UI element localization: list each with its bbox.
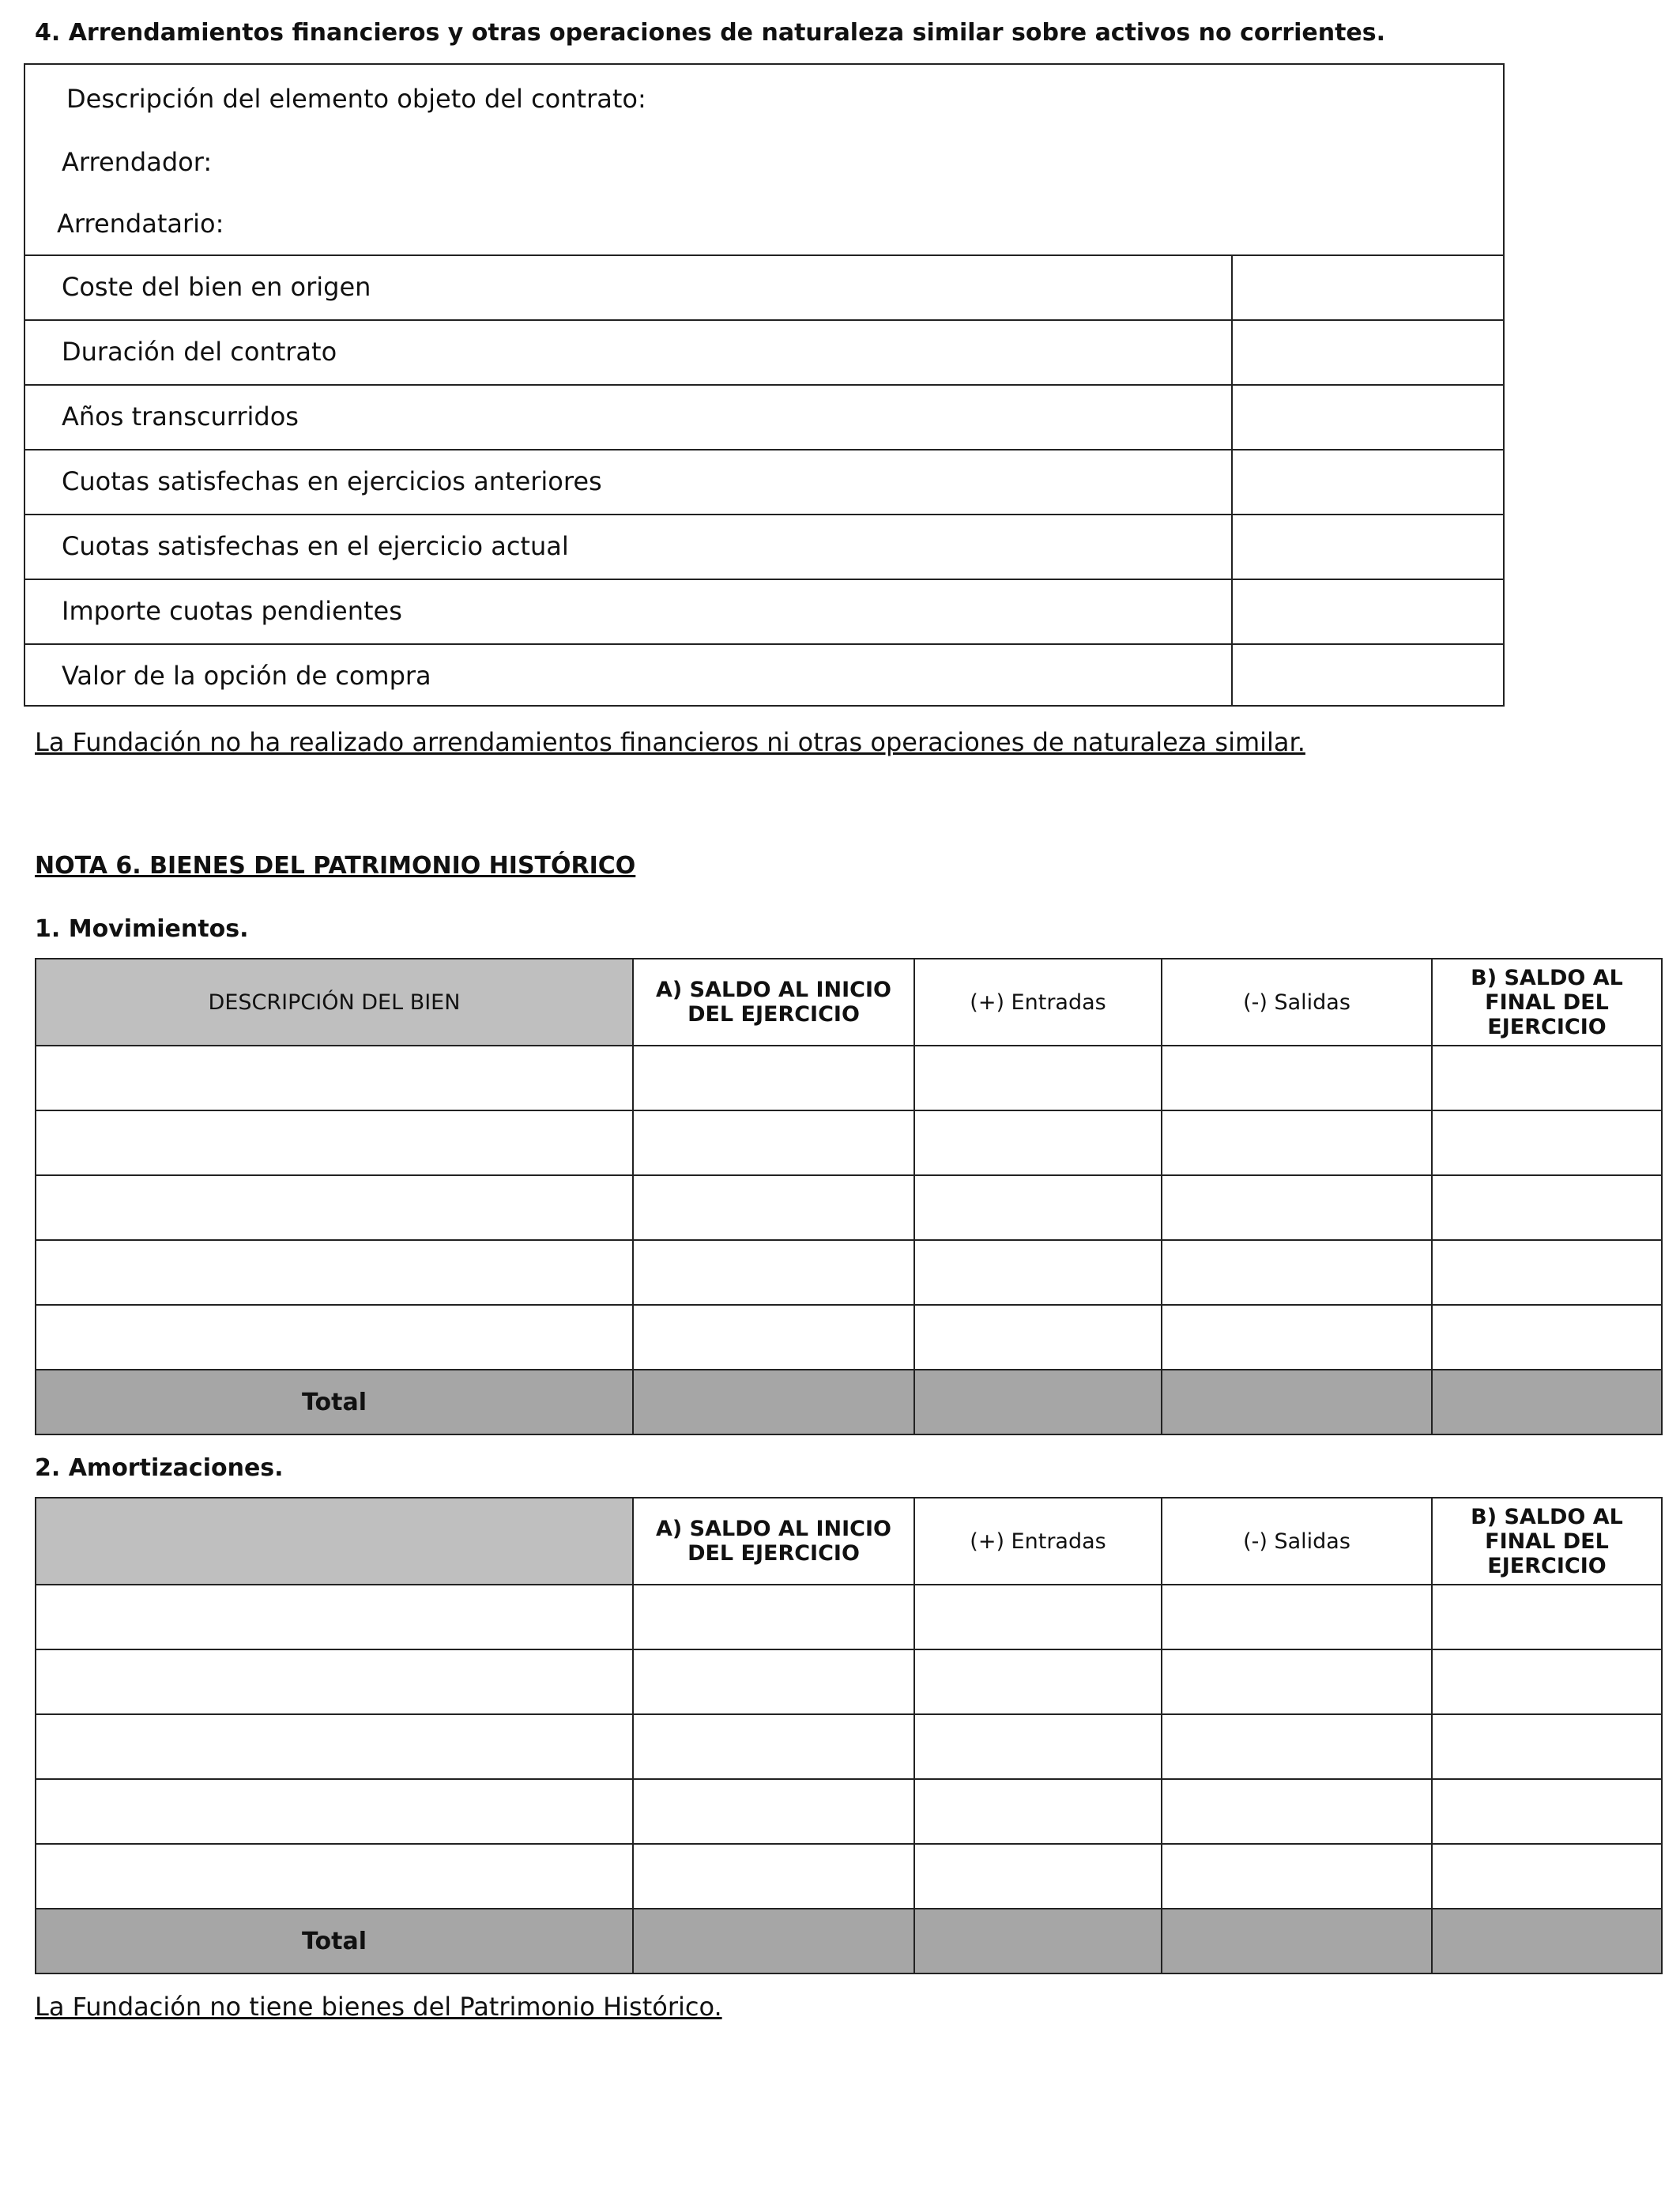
table-cell xyxy=(1432,1305,1662,1370)
section-4-heading: 4. Arrendamientos financieros y otras operaciones de naturaleza similar sobre activos no corrientes. xyxy=(35,19,1386,47)
header-salidas: (-) Salidas xyxy=(1162,1498,1432,1585)
lease-row xyxy=(25,450,1503,515)
header-entradas: (+) Entradas xyxy=(914,1498,1162,1585)
movimientos-heading: 1. Movimientos. xyxy=(35,915,249,943)
table-cell xyxy=(914,1779,1162,1844)
table-row xyxy=(36,1240,1662,1305)
table-cell xyxy=(633,1370,914,1434)
table-cell xyxy=(1162,1779,1432,1844)
lease-description-block xyxy=(25,65,1503,256)
table-cell xyxy=(1162,1175,1432,1240)
nota-6-title: NOTA 6. BIENES DEL PATRIMONIO HISTÓRICO xyxy=(35,852,636,880)
table-cell xyxy=(1162,1110,1432,1175)
table-cell xyxy=(36,1110,633,1175)
total-row xyxy=(36,1909,1662,1973)
table-cell xyxy=(633,1240,914,1305)
table-cell xyxy=(1432,1175,1662,1240)
table-cell xyxy=(1162,1046,1432,1110)
table-cell xyxy=(633,1585,914,1649)
table-cell xyxy=(36,1585,633,1649)
table-cell xyxy=(36,1844,633,1909)
lease-row-value xyxy=(1231,645,1503,707)
table-header-row xyxy=(36,1498,1662,1585)
table-row xyxy=(36,1110,1662,1175)
header-saldo-final: B) SALDO AL FINAL DEL EJERCICIO xyxy=(1432,959,1662,1046)
table-cell xyxy=(633,1909,914,1973)
table-row xyxy=(36,1649,1662,1714)
table-cell xyxy=(914,1909,1162,1973)
lease-row-label: Años transcurridos xyxy=(62,401,299,432)
table-cell xyxy=(1432,1844,1662,1909)
lease-row xyxy=(25,645,1503,707)
table-cell xyxy=(914,1370,1162,1434)
table-cell xyxy=(914,1240,1162,1305)
table-cell xyxy=(1162,1714,1432,1779)
table-cell xyxy=(914,1714,1162,1779)
table-cell xyxy=(1432,1046,1662,1110)
table-cell xyxy=(1432,1779,1662,1844)
lessor-label: Arrendador: xyxy=(62,147,213,177)
table-cell xyxy=(1432,1370,1662,1434)
table-cell xyxy=(1162,1370,1432,1434)
amortizaciones-table xyxy=(35,1497,1663,1974)
table-cell xyxy=(633,1305,914,1370)
table-cell xyxy=(914,1110,1162,1175)
header-descripcion: DESCRIPCIÓN DEL BIEN xyxy=(36,959,633,1046)
lease-row-label: Coste del bien en origen xyxy=(62,272,371,302)
lease-row-label: Cuotas satisfechas en el ejercicio actual xyxy=(62,531,569,561)
table-cell xyxy=(36,1649,633,1714)
table-cell xyxy=(633,1844,914,1909)
table-cell xyxy=(1432,1585,1662,1649)
lease-row xyxy=(25,321,1503,386)
table-cell xyxy=(914,1305,1162,1370)
table-cell xyxy=(1432,1714,1662,1779)
total-row xyxy=(36,1370,1662,1434)
lease-row-value xyxy=(1231,450,1503,514)
lease-row xyxy=(25,386,1503,450)
lessee-label: Arrendatario: xyxy=(57,209,224,239)
lease-row-value xyxy=(1231,515,1503,579)
lease-row-label: Duración del contrato xyxy=(62,337,337,367)
table-cell xyxy=(36,1305,633,1370)
table-cell xyxy=(36,1175,633,1240)
table-cell xyxy=(1162,1844,1432,1909)
header-saldo-final: B) SALDO AL FINAL DEL EJERCICIO xyxy=(1432,1498,1662,1585)
table-cell xyxy=(1432,1240,1662,1305)
lease-table xyxy=(24,63,1505,707)
lease-row-value xyxy=(1231,386,1503,449)
header-salidas: (-) Salidas xyxy=(1162,959,1432,1046)
lease-row-label: Valor de la opción de compra xyxy=(62,661,431,691)
table-cell xyxy=(1162,1305,1432,1370)
table-cell xyxy=(633,1779,914,1844)
table-row xyxy=(36,1714,1662,1779)
lease-row-label: Cuotas satisfechas en ejercicios anteriores xyxy=(62,466,602,496)
table-cell xyxy=(36,1240,633,1305)
table-cell xyxy=(1162,1909,1432,1973)
table-cell xyxy=(633,1175,914,1240)
table-cell xyxy=(1432,1110,1662,1175)
table-cell xyxy=(36,1714,633,1779)
table-cell xyxy=(1162,1649,1432,1714)
amortizaciones-heading: 2. Amortizaciones. xyxy=(35,1454,284,1482)
table-cell xyxy=(1162,1240,1432,1305)
table-cell xyxy=(1432,1909,1662,1973)
header-saldo-inicio: A) SALDO AL INICIO DEL EJERCICIO xyxy=(633,1498,914,1585)
table-cell xyxy=(914,1175,1162,1240)
table-cell xyxy=(914,1046,1162,1110)
lease-row-value xyxy=(1231,580,1503,643)
table-cell xyxy=(633,1714,914,1779)
table-cell xyxy=(36,1779,633,1844)
header-blank xyxy=(36,1498,633,1585)
lease-row-label: Importe cuotas pendientes xyxy=(62,596,402,626)
description-label: Descripción del elemento objeto del contrato: xyxy=(66,84,646,114)
table-cell xyxy=(914,1844,1162,1909)
header-saldo-inicio: A) SALDO AL INICIO DEL EJERCICIO xyxy=(633,959,914,1046)
total-label: Total xyxy=(36,1909,633,1973)
table-row xyxy=(36,1175,1662,1240)
lease-row-value xyxy=(1231,256,1503,319)
table-row xyxy=(36,1844,1662,1909)
table-cell xyxy=(1432,1649,1662,1714)
table-cell xyxy=(1162,1585,1432,1649)
lease-row xyxy=(25,515,1503,580)
table-cell xyxy=(914,1649,1162,1714)
lease-row xyxy=(25,580,1503,645)
patrimonio-note: La Fundación no tiene bienes del Patrimonio Histórico. xyxy=(35,1992,722,2022)
table-row xyxy=(36,1046,1662,1110)
lease-row-value xyxy=(1231,321,1503,384)
table-row xyxy=(36,1585,1662,1649)
table-cell xyxy=(914,1585,1162,1649)
table-header-row xyxy=(36,959,1662,1046)
lease-row xyxy=(25,256,1503,321)
header-entradas: (+) Entradas xyxy=(914,959,1162,1046)
table-row xyxy=(36,1779,1662,1844)
table-cell xyxy=(36,1046,633,1110)
table-row xyxy=(36,1305,1662,1370)
total-label: Total xyxy=(36,1370,633,1434)
table-cell xyxy=(633,1649,914,1714)
table-cell xyxy=(633,1046,914,1110)
lease-note: La Fundación no ha realizado arrendamientos financieros ni otras operaciones de naturaleza similar. xyxy=(35,727,1305,757)
movimientos-table xyxy=(35,958,1663,1435)
table-cell xyxy=(633,1110,914,1175)
